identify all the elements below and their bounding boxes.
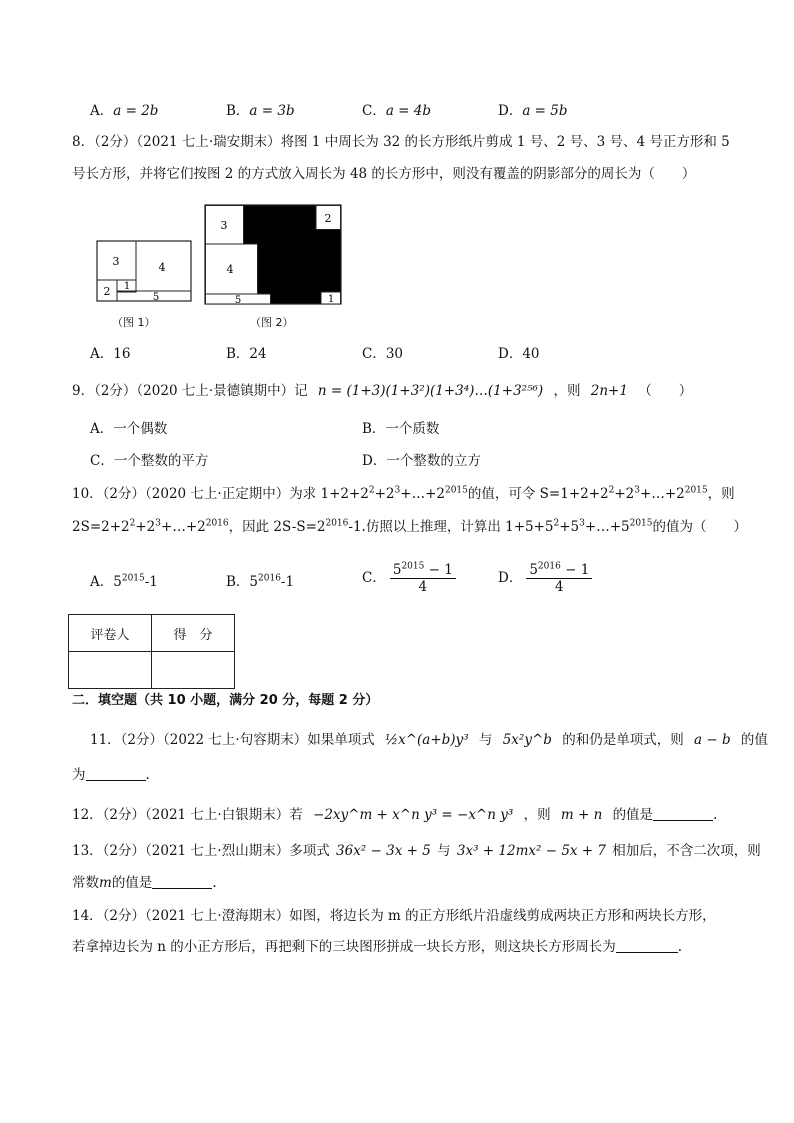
- q7-option-d: D．a = 5b: [498, 103, 568, 119]
- q8-option-a: A．16: [90, 346, 131, 362]
- q7-option-b: B．a = 3b: [226, 103, 295, 119]
- fig1-label-4: 4: [158, 261, 166, 274]
- q9-expr: 2n+1: [590, 383, 628, 399]
- q8-figure-1-caption: （图 1）: [112, 316, 156, 329]
- q8-figure-2-caption: （图 2）: [250, 316, 294, 329]
- fig1-label-1: 1: [123, 281, 131, 292]
- q14-answer-blank[interactable]: [616, 938, 678, 953]
- q12-answer-blank[interactable]: [653, 806, 713, 821]
- q8-option-c: C．30: [362, 346, 404, 362]
- q9-option-b: B．一个质数: [362, 421, 440, 437]
- q8-figure-2: [204, 204, 342, 306]
- q7-option-a: A．a = 2b: [90, 103, 159, 119]
- q11-text-line1: 11．（2分）（2022 七上·句容期末）如果单项式 ½x^(a+b)y³ 与 5x²y^b 的和仍是单项式，则 a − b 的值: [90, 732, 768, 748]
- q7-option-c: C．a = 4b: [362, 103, 432, 119]
- fig1-label-3: 3: [112, 255, 120, 268]
- q8-figure-1: [96, 240, 192, 304]
- q13-text-line2: 常数m的值是 .: [72, 875, 217, 891]
- q12-text: 12．（2分）（2021 七上·白银期末）若 −2xy^m + x^n y³ = −x^n y³ ，则 m + n 的值是 .: [72, 807, 718, 823]
- q9-option-c: C．一个整数的平方: [90, 453, 209, 469]
- fig2-label-5: 5: [234, 295, 242, 306]
- q11-answer-blank[interactable]: [86, 766, 146, 781]
- q9-option-d: D．一个整数的立方: [362, 453, 481, 469]
- fig2-label-3: 3: [220, 219, 228, 232]
- q10-option-c: C． $\frac{5^{2015} - 1}{4}$: [362, 562, 460, 595]
- q13-polynomial-1: 36x² − 3x + 5: [336, 843, 431, 859]
- q13-text-line1: 13．（2分）（2021 七上·烈山期末）多项式 36x² − 3x + 5 与 3x³ + 12mx² − 5x + 7 相加后，不含二次项，则: [72, 843, 761, 859]
- fig1-label-2: 2: [103, 285, 111, 298]
- q11-monomial-2: 5x²y^b: [502, 732, 552, 748]
- score-header: 得 分: [152, 615, 235, 652]
- q10-text-line2: $2S=2+2^2+2^3+\dots+2^{2016}$，因此 $2S-S=2^{2016}-1$.仿照以上推理，计算出 $1+5+5^2+5^3+\dots+5^{2015}$的值为（ ）: [72, 518, 748, 535]
- q14-text-line1: 14．（2分）（2021 七上·澄海期末）如图，将边长为 m 的正方形纸片沿虚线剪成两块正方形和两块长方形，: [72, 908, 716, 924]
- fig2-label-4: 4: [226, 263, 234, 276]
- fig2-label-2: 2: [324, 212, 332, 225]
- reviewer-header: 评卷人: [69, 615, 152, 652]
- q8-option-b: B．24: [226, 346, 267, 362]
- fig1-label-5: 5: [152, 292, 160, 303]
- fig2-label-1: 1: [327, 294, 335, 305]
- q12-equation: −2xy^m + x^n y³ = −x^n y³: [313, 807, 514, 823]
- q9-option-a: A．一个偶数: [90, 421, 168, 437]
- q10-option-d: D． $\frac{5^{2016} - 1}{4}$: [498, 562, 596, 595]
- q12-expr: m + n: [560, 807, 603, 823]
- score-table: [68, 614, 235, 689]
- q10-text-line1: 10．（2分）（2020 七上·正定期中）为求 $1+2+2^2+2^3+\dots+2^{2015}$的值，可令 $S=1+2+2^2+2^3+\dots+2^{2015}$，则: [72, 485, 735, 502]
- q10-option-b: B．$5^{2016}-1$: [226, 573, 295, 590]
- q9-text: 9．（2分）（2020 七上·景德镇期中）记 n = (1+3)(1+3²)(1+3⁴)…(1+3²⁵⁶) ，则 2n+1 （ ）: [72, 383, 693, 399]
- q9-formula: n = (1+3)(1+3²)(1+3⁴)…(1+3²⁵⁶): [317, 383, 544, 399]
- q13-polynomial-2: 3x³ + 12mx² − 5x + 7: [456, 843, 606, 859]
- q11-expr: a − b: [694, 732, 731, 748]
- q8-text-line2: 号长方形，并将它们按图 2 的方式放入周长为 48 的长方形中，则没有覆盖的阴影部分的周长为（ ）: [72, 166, 696, 182]
- q13-answer-blank[interactable]: [152, 874, 212, 889]
- section-2-title: 二．填空题（共 10 小题，满分 20 分，每题 2 分）: [72, 693, 379, 708]
- q10-option-a: A．$5^{2015}-1$: [90, 573, 158, 590]
- q11-text-line2: 为 .: [72, 767, 150, 783]
- q11-monomial-1: ½x^(a+b)y³: [385, 732, 469, 748]
- q8-text-line1: 8．（2分）（2021 七上·瑞安期末）将图 1 中周长为 32 的长方形纸片剪成 1 号、2 号、3 号、4 号正方形和 5: [72, 134, 730, 150]
- q14-text-line2: 若拿掉边长为 n 的小正方形后，再把剩下的三块图形拼成一块长方形，则这块长方形周长为 .: [72, 939, 683, 955]
- q8-option-d: D．40: [498, 346, 540, 362]
- reviewer-cell[interactable]: [69, 652, 152, 689]
- score-cell[interactable]: [152, 652, 235, 689]
